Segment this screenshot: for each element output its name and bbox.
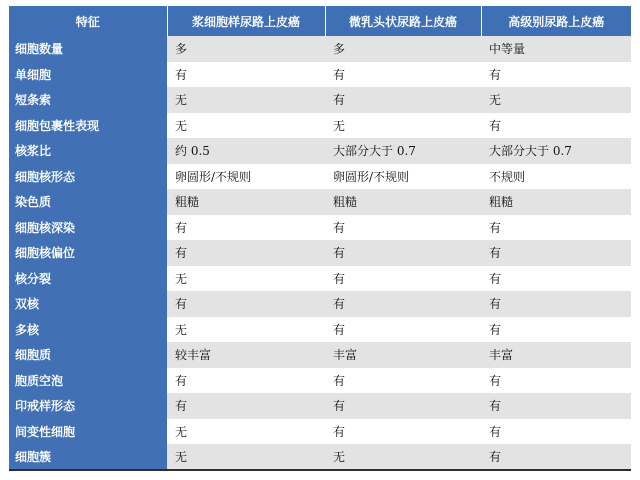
plasmacytoid-cell: 多	[167, 36, 325, 62]
plasmacytoid-cell: 有	[167, 393, 325, 419]
feature-cell: 细胞核深染	[9, 215, 167, 241]
micropapillary-cell: 有	[325, 240, 481, 266]
high-grade-cell: 粗糙	[481, 189, 631, 215]
plasmacytoid-cell: 无	[167, 266, 325, 292]
feature-cell: 核浆比	[9, 138, 167, 164]
feature-cell: 细胞数量	[9, 36, 167, 62]
plasmacytoid-cell: 粗糙	[167, 189, 325, 215]
table-row	[9, 36, 631, 62]
high-grade-cell: 不规则	[481, 164, 631, 190]
micropapillary-cell: 无	[325, 113, 481, 139]
feature-cell: 多核	[9, 317, 167, 343]
feature-cell: 细胞核偏位	[9, 240, 167, 266]
high-grade-cell: 有	[481, 368, 631, 394]
high-grade-cell: 有	[481, 444, 631, 470]
header-plasmacytoid: 浆细胞样尿路上皮癌	[167, 6, 325, 36]
micropapillary-cell: 有	[325, 62, 481, 88]
micropapillary-cell: 粗糙	[325, 189, 481, 215]
micropapillary-cell: 卵圆形/不规则	[325, 164, 481, 190]
plasmacytoid-cell: 较丰富	[167, 342, 325, 368]
table-row	[9, 215, 631, 241]
table-row	[9, 189, 631, 215]
micropapillary-cell: 有	[325, 317, 481, 343]
plasmacytoid-cell: 有	[167, 62, 325, 88]
table-row	[9, 368, 631, 394]
plasmacytoid-cell: 有	[167, 215, 325, 241]
header-micropapillary: 微乳头状尿路上皮癌	[325, 6, 481, 36]
high-grade-cell: 有	[481, 291, 631, 317]
high-grade-cell: 大部分大于 0.7	[481, 138, 631, 164]
table-row	[9, 87, 631, 113]
micropapillary-cell: 大部分大于 0.7	[325, 138, 481, 164]
feature-cell: 染色质	[9, 189, 167, 215]
table-row	[9, 317, 631, 343]
comparison-table-container	[9, 6, 631, 476]
plasmacytoid-cell: 无	[167, 444, 325, 470]
high-grade-cell: 有	[481, 113, 631, 139]
micropapillary-cell: 有	[325, 393, 481, 419]
micropapillary-cell: 有	[325, 419, 481, 445]
table-row	[9, 113, 631, 139]
high-grade-cell: 有	[481, 317, 631, 343]
plasmacytoid-cell: 无	[167, 419, 325, 445]
plasmacytoid-cell: 有	[167, 240, 325, 266]
high-grade-cell: 有	[481, 393, 631, 419]
feature-cell: 胞质空泡	[9, 368, 167, 394]
table-row	[9, 138, 631, 164]
table-row	[9, 393, 631, 419]
micropapillary-cell: 有	[325, 87, 481, 113]
feature-cell: 细胞簇	[9, 444, 167, 470]
comparison-table	[9, 6, 631, 471]
plasmacytoid-cell: 卵圆形/不规则	[167, 164, 325, 190]
table-row	[9, 291, 631, 317]
plasmacytoid-cell: 无	[167, 317, 325, 343]
high-grade-cell: 有	[481, 266, 631, 292]
micropapillary-cell: 有	[325, 215, 481, 241]
table-row	[9, 164, 631, 190]
feature-cell: 细胞包裹性表现	[9, 113, 167, 139]
feature-cell: 间变性细胞	[9, 419, 167, 445]
high-grade-cell: 有	[481, 419, 631, 445]
plasmacytoid-cell: 无	[167, 87, 325, 113]
micropapillary-cell: 有	[325, 368, 481, 394]
feature-cell: 核分裂	[9, 266, 167, 292]
micropapillary-cell: 无	[325, 444, 481, 470]
feature-cell: 双核	[9, 291, 167, 317]
high-grade-cell: 有	[481, 62, 631, 88]
feature-cell: 印戒样形态	[9, 393, 167, 419]
micropapillary-cell: 有	[325, 291, 481, 317]
table-row	[9, 444, 631, 470]
plasmacytoid-cell: 有	[167, 368, 325, 394]
table-header-row	[9, 6, 631, 36]
header-feature: 特征	[9, 6, 167, 36]
micropapillary-cell: 多	[325, 36, 481, 62]
plasmacytoid-cell: 约 0.5	[167, 138, 325, 164]
feature-cell: 短条索	[9, 87, 167, 113]
feature-cell: 细胞质	[9, 342, 167, 368]
plasmacytoid-cell: 有	[167, 291, 325, 317]
feature-cell: 细胞核形态	[9, 164, 167, 190]
micropapillary-cell: 丰富	[325, 342, 481, 368]
high-grade-cell: 有	[481, 215, 631, 241]
micropapillary-cell: 有	[325, 266, 481, 292]
header-high-grade: 高级别尿路上皮癌	[481, 6, 631, 36]
high-grade-cell: 有	[481, 240, 631, 266]
high-grade-cell: 中等量	[481, 36, 631, 62]
table-body	[9, 36, 631, 470]
table-row	[9, 62, 631, 88]
table-row	[9, 419, 631, 445]
table-row	[9, 342, 631, 368]
table-row	[9, 266, 631, 292]
feature-cell: 单细胞	[9, 62, 167, 88]
high-grade-cell: 无	[481, 87, 631, 113]
plasmacytoid-cell: 无	[167, 113, 325, 139]
table-row	[9, 240, 631, 266]
high-grade-cell: 丰富	[481, 342, 631, 368]
